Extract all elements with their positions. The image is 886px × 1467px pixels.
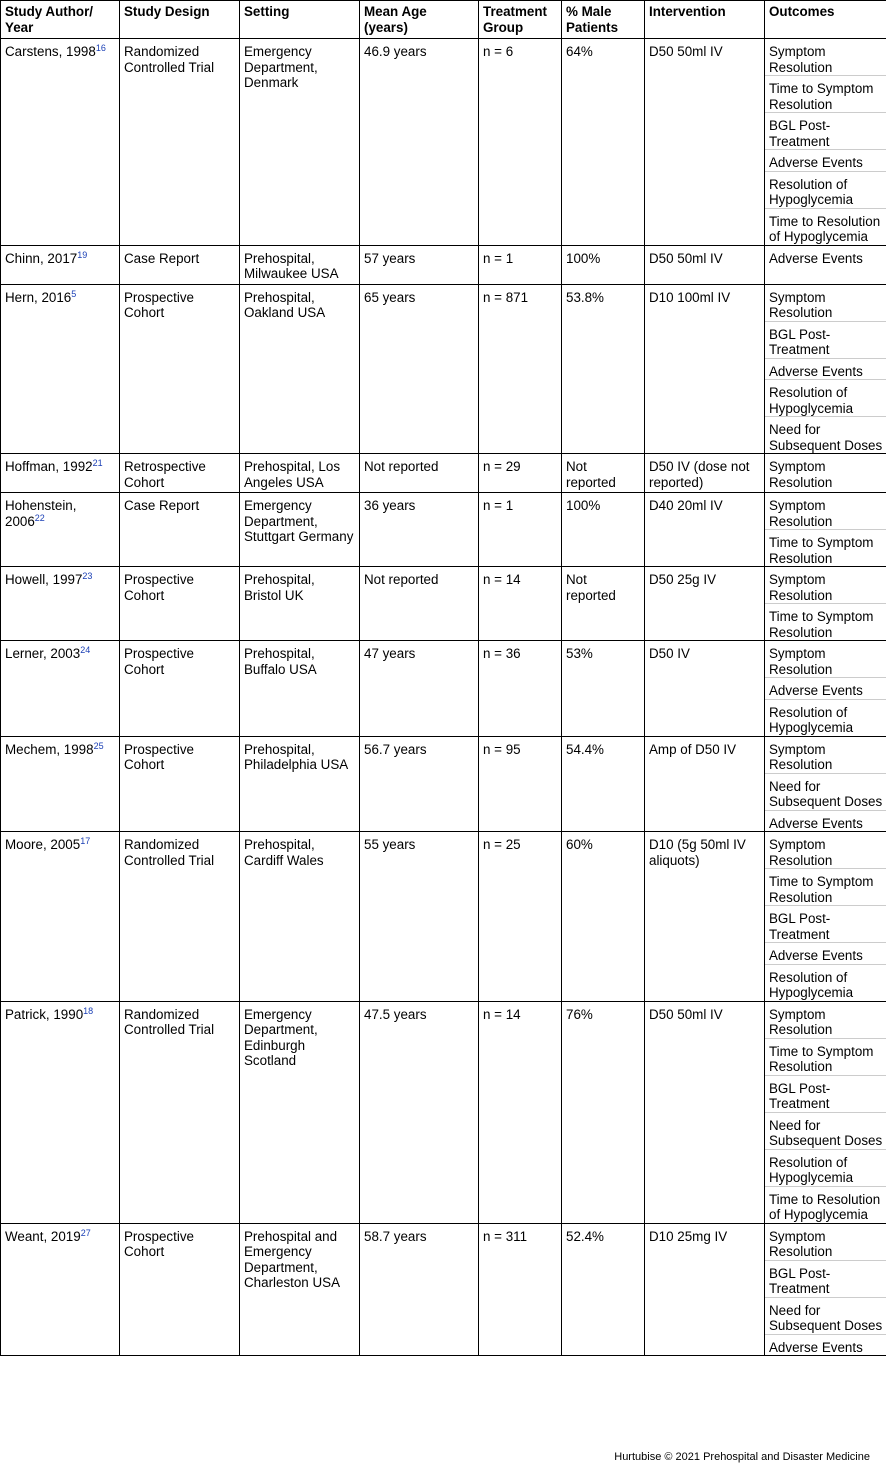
cell-intervention: D50 50ml IV (645, 245, 765, 284)
author-name: Lerner, 2003 (5, 646, 81, 661)
outcome-item: Resolution of Hypoglycemia (765, 964, 886, 1001)
cell-setting: Emergency Department, Stuttgart Germany (240, 493, 360, 567)
cell-age: Not reported (360, 567, 479, 641)
col-header-group: Treatment Group (479, 1, 562, 39)
cell-setting: Prehospital and Emergency Department, Charleston USA (240, 1223, 360, 1356)
table-row (1, 1223, 886, 1356)
reference-link[interactable]: 24 (80, 645, 91, 655)
cell-outcomes (765, 736, 886, 832)
table-row (1, 641, 886, 737)
table-row (1, 493, 886, 567)
cell-age: 65 years (360, 284, 479, 454)
cell-age: 36 years (360, 493, 479, 567)
cell-author (1, 567, 120, 641)
table-row (1, 284, 886, 454)
cell-outcomes (765, 641, 886, 737)
cell-group: n = 25 (479, 832, 562, 1002)
outcome-item: Symptom Resolution (769, 1006, 833, 1037)
reference-link[interactable]: 25 (93, 740, 104, 751)
outcome-item: Symptom Resolution (769, 837, 833, 868)
cell-male: 60% (562, 832, 645, 1002)
cell-design: Prospective Cohort (120, 736, 240, 832)
cell-outcomes (765, 493, 886, 567)
cell-outcomes (765, 567, 886, 641)
outcome-item: Symptom Resolution (769, 646, 833, 677)
cell-age: 46.9 years (360, 39, 479, 246)
reference-link[interactable]: 18 (83, 1005, 94, 1016)
header-row (1, 1, 886, 39)
cell-design: Randomized Controlled Trial (120, 1001, 240, 1223)
cell-outcomes (765, 39, 886, 246)
cell-author (1, 641, 120, 737)
cell-author (1, 39, 120, 246)
outcome-item: Adverse Events (765, 810, 886, 832)
outcome-item: Symptom Resolution (769, 289, 833, 320)
cell-outcomes (765, 454, 886, 493)
author-name: Hoffman, 1992 (5, 459, 93, 474)
cell-author (1, 736, 120, 832)
col-header-outcomes: Outcomes (765, 1, 886, 39)
cell-intervention: D50 IV (dose not reported) (645, 454, 765, 493)
outcome-item: Adverse Events (765, 677, 886, 699)
cell-setting: Prehospital, Buffalo USA (240, 641, 360, 737)
cell-male: 53% (562, 641, 645, 737)
cell-intervention: D10 (5g 50ml IV aliquots) (645, 832, 765, 1002)
cell-group: n = 1 (479, 245, 562, 284)
outcome-item: Time to Symptom Resolution (765, 529, 886, 566)
cell-design: Prospective Cohort (120, 284, 240, 454)
cell-intervention: D50 50ml IV (645, 39, 765, 246)
cell-author (1, 454, 120, 493)
cell-age: 58.7 years (360, 1223, 479, 1356)
outcome-item: Time to Resolution of Hypoglycemia (765, 208, 886, 245)
cell-age: 47.5 years (360, 1001, 479, 1223)
cell-outcomes (765, 1001, 886, 1223)
cell-group: n = 29 (479, 454, 562, 493)
cell-setting: Emergency Department, Edinburgh Scotland (240, 1001, 360, 1223)
col-header-age: Mean Age (years) (360, 1, 479, 39)
table-row (1, 245, 886, 284)
cell-design: Randomized Controlled Trial (120, 832, 240, 1002)
cell-outcomes (765, 1223, 886, 1356)
outcome-item: Symptom Resolution (769, 741, 833, 772)
outcome-item: BGL Post-Treatment (765, 1075, 886, 1112)
outcome-item: Resolution of Hypoglycemia (765, 699, 886, 736)
reference-link[interactable]: 21 (92, 458, 103, 468)
cell-author (1, 245, 120, 284)
cell-age: 56.7 years (360, 736, 479, 832)
outcome-item: BGL Post-Treatment (765, 1260, 886, 1297)
col-header-setting: Setting (240, 1, 360, 39)
cell-intervention: D10 100ml IV (645, 284, 765, 454)
cell-author (1, 1223, 120, 1356)
outcome-item: Time to Resolution of Hypoglycemia (765, 1186, 886, 1223)
outcome-item: Symptom Resolution (769, 572, 833, 603)
cell-design: Retrospective Cohort (120, 454, 240, 493)
author-name: Moore, 2005 (5, 837, 81, 852)
outcome-item: Resolution of Hypoglycemia (765, 171, 886, 208)
outcome-item: Symptom Resolution (769, 1228, 833, 1259)
table-row (1, 832, 886, 1002)
cell-setting: Prehospital, Milwaukee USA (240, 245, 360, 284)
outcome-item: Adverse Events (765, 358, 886, 380)
cell-male: Not reported (562, 454, 645, 493)
col-header-male: % Male Patients (562, 1, 645, 39)
outcome-item: BGL Post-Treatment (765, 321, 886, 358)
table-row (1, 39, 886, 246)
cell-intervention: D50 50ml IV (645, 1001, 765, 1223)
cell-male: Not reported (562, 567, 645, 641)
cell-intervention: D50 25g IV (645, 567, 765, 641)
cell-outcomes (765, 245, 886, 284)
cell-intervention: D10 25mg IV (645, 1223, 765, 1356)
cell-setting: Prehospital, Philadelphia USA (240, 736, 360, 832)
cell-group: n = 311 (479, 1223, 562, 1356)
cell-setting: Prehospital, Bristol UK (240, 567, 360, 641)
reference-link[interactable]: 27 (80, 1227, 91, 1238)
reference-link[interactable]: 16 (95, 43, 106, 53)
outcome-item: Time to Symptom Resolution (765, 868, 886, 905)
author-name: Carstens, 1998 (5, 44, 96, 59)
cell-setting: Prehospital, Los Angeles USA (240, 454, 360, 493)
author-name: Mechem, 1998 (5, 741, 94, 757)
outcome-item: Resolution of Hypoglycemia (765, 379, 886, 416)
cell-age: Not reported (360, 454, 479, 493)
outcome-item: Adverse Events (765, 149, 886, 171)
outcome-item: Adverse Events (769, 250, 863, 266)
outcome-item: BGL Post-Treatment (765, 112, 886, 149)
outcome-item: Need for Subsequent Doses (765, 1297, 886, 1334)
table-body (1, 39, 886, 1356)
outcome-item: Adverse Events (765, 942, 886, 964)
outcome-item: Symptom Resolution (769, 44, 833, 75)
cell-design: Case Report (120, 493, 240, 567)
outcome-item: Need for Subsequent Doses (765, 1112, 886, 1149)
table-row (1, 1001, 886, 1223)
cell-setting: Prehospital, Oakland USA (240, 284, 360, 454)
outcome-item: Adverse Events (765, 1334, 886, 1356)
col-header-author: Study Author/ Year (1, 1, 120, 39)
cell-age: 55 years (360, 832, 479, 1002)
author-name: Weant, 2019 (5, 1228, 81, 1244)
cell-group: n = 1 (479, 493, 562, 567)
cell-male: 53.8% (562, 284, 645, 454)
cell-group: n = 14 (479, 567, 562, 641)
cell-setting: Emergency Department, Denmark (240, 39, 360, 246)
cell-group: n = 95 (479, 736, 562, 832)
cell-group: n = 6 (479, 39, 562, 246)
cell-group: n = 36 (479, 641, 562, 737)
reference-link[interactable]: 17 (80, 836, 91, 846)
cell-group: n = 871 (479, 284, 562, 454)
outcome-item: Need for Subsequent Doses (765, 773, 886, 810)
author-name: Howell, 1997 (5, 572, 83, 587)
author-name: Hohenstein, 2006 (5, 498, 77, 529)
cell-author (1, 1001, 120, 1223)
cell-author (1, 493, 120, 567)
table-row (1, 736, 886, 832)
cell-intervention: D40 20ml IV (645, 493, 765, 567)
cell-male: 52.4% (562, 1223, 645, 1356)
cell-intervention: Amp of D50 IV (645, 736, 765, 832)
cell-design: Prospective Cohort (120, 1223, 240, 1356)
cell-design: Case Report (120, 245, 240, 284)
outcome-item: Time to Symptom Resolution (765, 1038, 886, 1075)
col-header-design: Study Design (120, 1, 240, 39)
cell-outcomes (765, 832, 886, 1002)
outcome-item: BGL Post-Treatment (765, 905, 886, 942)
outcome-item: Need for Subsequent Doses (765, 416, 886, 453)
outcome-item: Time to Symptom Resolution (765, 75, 886, 112)
col-header-intervention: Intervention (645, 1, 765, 39)
author-name: Hern, 2016 (5, 289, 72, 305)
outcome-item: Symptom Resolution (769, 459, 833, 490)
cell-setting: Prehospital, Cardiff Wales (240, 832, 360, 1002)
cell-age: 57 years (360, 245, 479, 284)
cell-design: Prospective Cohort (120, 641, 240, 737)
reference-link[interactable]: 5 (71, 288, 77, 299)
cell-author (1, 832, 120, 1002)
cell-outcomes (765, 284, 886, 454)
table-row (1, 454, 886, 493)
cell-male: 100% (562, 493, 645, 567)
cell-male: 54.4% (562, 736, 645, 832)
cell-male: 76% (562, 1001, 645, 1223)
copyright-footer: Hurtubise © 2021 Prehospital and Disaster Medicine (614, 1451, 870, 1463)
table-row (1, 567, 886, 641)
cell-male: 100% (562, 245, 645, 284)
cell-age: 47 years (360, 641, 479, 737)
reference-link[interactable]: 23 (82, 571, 93, 581)
reference-link[interactable]: 19 (77, 249, 88, 260)
outcome-item: Resolution of Hypoglycemia (765, 1149, 886, 1186)
cell-author (1, 284, 120, 454)
cell-male: 64% (562, 39, 645, 246)
author-name: Chinn, 2017 (5, 250, 78, 266)
cell-design: Prospective Cohort (120, 567, 240, 641)
outcome-item: Time to Symptom Resolution (765, 603, 886, 640)
cell-intervention: D50 IV (645, 641, 765, 737)
reference-link[interactable]: 22 (34, 512, 45, 523)
cell-group: n = 14 (479, 1001, 562, 1223)
author-name: Patrick, 1990 (5, 1006, 84, 1022)
outcome-item: Symptom Resolution (769, 498, 833, 529)
cell-design: Randomized Controlled Trial (120, 39, 240, 246)
